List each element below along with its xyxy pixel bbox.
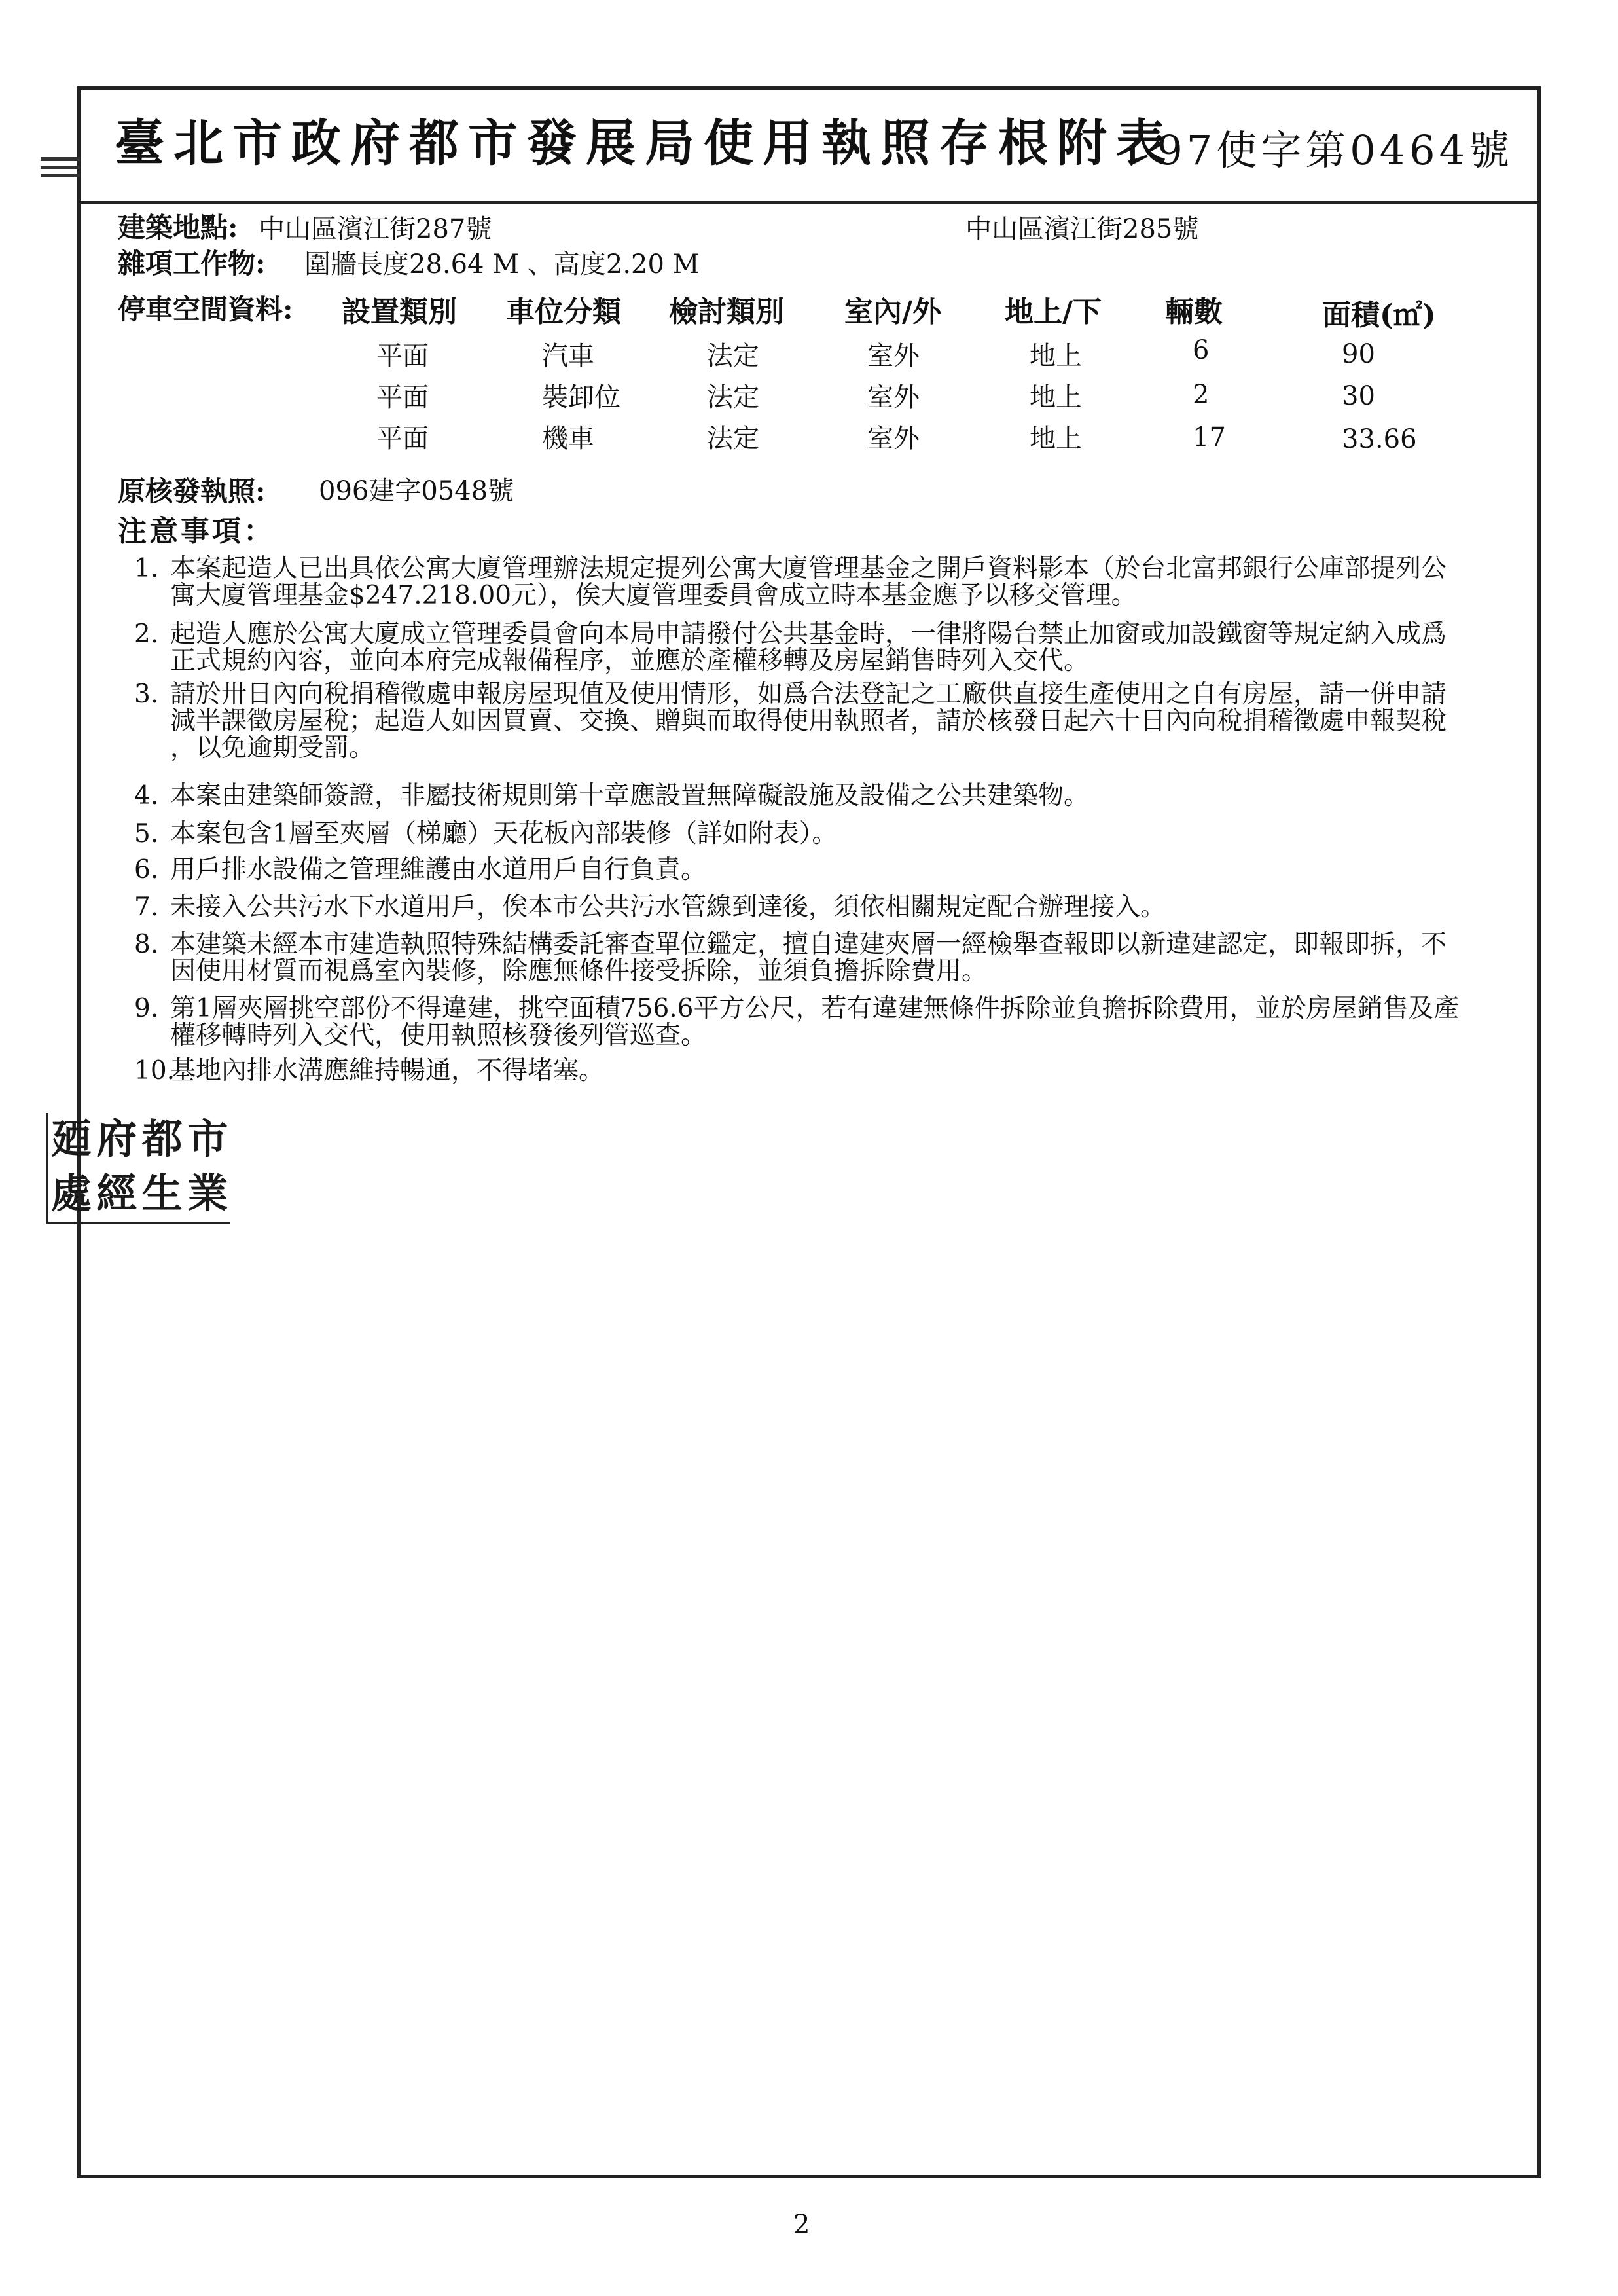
table-cell: 90 <box>1342 339 1375 369</box>
note-line: 起造人應於公寓大廈成立管理委員會向本局申請撥付公共基金時，一律將陽台禁止加窗或加設鐵窗等規定納入成爲 <box>170 619 1447 649</box>
note-line: 基地內排水溝應維持暢通，不得堵塞。 <box>170 1056 605 1085</box>
original-license-value: 096建字0548號 <box>319 476 514 506</box>
address-1: 中山區濱江街287號 <box>259 214 492 244</box>
seal-char: 廼 <box>50 1115 92 1163</box>
notes-title: 注意事項： <box>118 515 275 548</box>
margin-mark <box>41 166 80 169</box>
address-2: 中山區濱江街285號 <box>965 214 1199 244</box>
seal-char: 經 <box>96 1169 137 1217</box>
table-cell: 機車 <box>542 424 594 454</box>
col-header: 車位分類 <box>506 295 621 329</box>
note-number: 6. <box>134 855 159 884</box>
table-cell: 地上 <box>1030 382 1082 412</box>
table-cell: 汽車 <box>542 341 594 371</box>
note-item <box>134 621 1535 676</box>
col-header: 室內/外 <box>844 295 942 329</box>
note-line: ，以免逾期受罰。 <box>170 733 375 763</box>
seal-char: 業 <box>187 1169 228 1217</box>
table-cell: 法定 <box>707 382 759 412</box>
table-cell: 地上 <box>1030 424 1082 454</box>
table-cell: 6 <box>1193 335 1210 365</box>
note-line: 本建築未經本市建造執照特殊結構委託審查單位鑑定，擅自違建夾層一經檢舉查報即以新違建認定，即報即拆，不 <box>170 930 1447 959</box>
note-number: 8. <box>134 930 159 959</box>
col-header: 地上/下 <box>1005 295 1102 329</box>
document-frame <box>77 86 1541 2178</box>
margin-mark <box>41 174 80 177</box>
table-cell: 法定 <box>707 341 759 371</box>
official-seal <box>46 1113 230 1224</box>
note-line: 因使用材質而視爲室內裝修，除應無條件接受拆除，並須負擔拆除費用。 <box>170 957 988 986</box>
misc-value: 圍牆長度28.64 M 、高度2.20 M <box>304 249 700 280</box>
table-cell: 平面 <box>376 424 429 454</box>
page-number: 2 <box>793 2210 810 2240</box>
note-line: 用戶排水設備之管理維護由水道用戶自行負責。 <box>170 855 707 884</box>
page-title: 臺北市政府都市發展局使用執照存根附表 <box>115 114 1175 172</box>
address-label: 建築地點: <box>118 211 238 244</box>
note-line: 本案由建築師簽證，非屬技術規則第十章應設置無障礙設施及設備之公共建築物。 <box>170 781 1090 811</box>
original-license-label: 原核發執照: <box>118 475 266 507</box>
note-item <box>134 555 1535 610</box>
note-line: 本案起造人已出具依公寓大廈管理辦法規定提列公寓大廈管理基金之開戶資料影本（於台北富邦銀行公庫部提列公 <box>170 554 1447 583</box>
note-number: 7. <box>134 892 159 922</box>
col-header: 設置類別 <box>342 295 457 329</box>
seal-char: 生 <box>141 1169 183 1217</box>
col-header: 檢討類別 <box>669 295 784 329</box>
misc-label: 雜項工作物: <box>118 247 266 280</box>
note-item <box>134 995 1535 1050</box>
note-number: 1. <box>134 554 159 583</box>
note-line: 第1層夾層挑空部份不得違建，挑空面積756.6平方公尺，若有違建無條件拆除並負擔拆除費用，並於房屋銷售及產 <box>170 994 1460 1023</box>
permit-number: 97使字第0464號 <box>1157 126 1513 174</box>
parking-label: 停車空間資料: <box>118 293 293 325</box>
note-number: 9. <box>134 994 159 1023</box>
note-line: 正式規約內容，並向本府完成報備程序，並應於產權移轉及房屋銷售時列入交代。 <box>170 646 1090 676</box>
table-cell: 室外 <box>867 424 920 454</box>
table-cell: 平面 <box>376 341 429 371</box>
note-number: 10. <box>134 1056 175 1085</box>
seal-char: 府 <box>96 1115 137 1163</box>
seal-char: 都 <box>141 1115 183 1163</box>
note-number: 3. <box>134 680 159 709</box>
table-cell: 裝卸位 <box>542 382 620 412</box>
note-number: 5. <box>134 819 159 848</box>
table-cell: 30 <box>1342 381 1375 411</box>
col-header: 輛數 <box>1165 295 1223 329</box>
note-line: 未接入公共污水下水道用戶，俟本市公共污水管線到達後，須依相關規定配合辦理接入。 <box>170 892 1166 922</box>
note-number: 2. <box>134 619 159 649</box>
note-number: 4. <box>134 781 159 811</box>
note-line: 本案包含1層至夾層（梯廳）天花板內部裝修（詳如附表）。 <box>170 819 838 848</box>
table-cell: 17 <box>1193 422 1226 452</box>
table-cell: 平面 <box>376 382 429 412</box>
seal-char: 市 <box>187 1115 228 1163</box>
note-line: 權移轉時列入交代，使用執照核發後列管巡查。 <box>170 1021 707 1050</box>
table-cell: 2 <box>1193 380 1210 410</box>
table-cell: 室外 <box>867 341 920 371</box>
margin-mark <box>41 157 80 161</box>
note-line: 寓大廈管理基金$247.218.00元），俟大廈管理委員會成立時本基金應予以移交管理。 <box>170 581 1137 610</box>
note-item <box>134 681 1535 763</box>
note-line: 請於卅日內向稅捐稽徵處申報房屋現值及使用情形，如爲合法登記之工廠供直接生產使用之自有房屋，請一併申請 <box>170 680 1447 709</box>
table-cell: 地上 <box>1030 341 1082 371</box>
note-line: 減半課徵房屋稅；起造人如因買賣、交換、贈與而取得使用執照者，請於核發日起六十日內向稅捐稽徵處申報契稅 <box>170 706 1447 736</box>
seal-char: 處 <box>50 1169 92 1217</box>
table-cell: 室外 <box>867 382 920 412</box>
note-item <box>134 931 1535 986</box>
table-cell: 33.66 <box>1342 424 1417 454</box>
table-cell: 法定 <box>707 424 759 454</box>
col-header: 面積(㎡) <box>1322 299 1436 332</box>
